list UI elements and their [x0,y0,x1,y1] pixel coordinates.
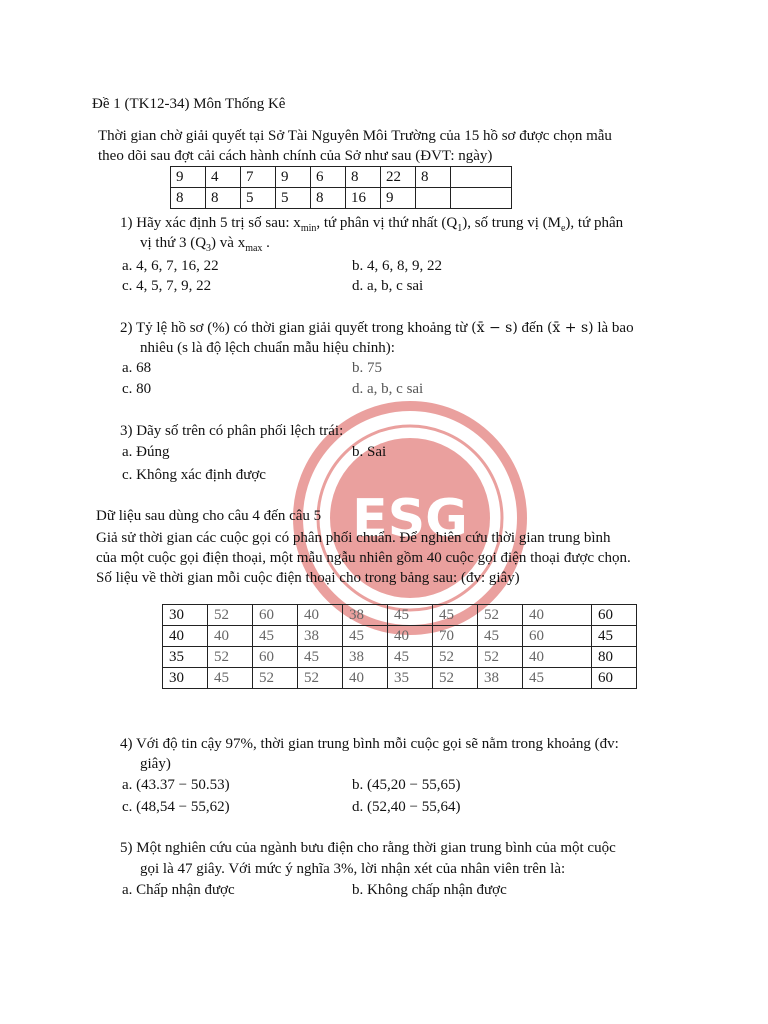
table-cell: 5 [241,188,276,209]
q3-option-a[interactable]: a. Đúng [122,444,170,460]
table-cell: 8 [206,188,241,209]
table-row [171,188,512,209]
table-cell: 52 [478,605,523,626]
intro-line-2: theo dõi sau đợt cải cách hành chính của Sở như sau (ĐVT: ngày) [98,148,493,164]
table-cell: 38 [298,626,343,647]
wait-time-table [170,166,512,209]
table-cell: 5 [276,188,311,209]
table-cell: 52 [478,647,523,668]
table-cell: 9 [381,188,416,209]
call-duration-table [162,604,637,689]
table-cell: 45 [298,647,343,668]
watermark-text: ESG [352,489,468,549]
table-cell: 45 [208,668,253,689]
table-cell: 8 [171,188,206,209]
table-row [163,605,637,626]
q5-option-a[interactable]: a. Chấp nhận được [122,882,235,898]
table-cell: 30 [163,668,208,689]
q1-option-d[interactable]: d. a, b, c sai [352,278,424,294]
table-cell: 45 [388,647,433,668]
table-cell: 45 [388,605,433,626]
q2-option-d[interactable]: d. a, b, c sai [352,381,424,397]
table-cell: 45 [592,626,637,647]
table-cell: 35 [388,668,433,689]
table-cell: 16 [346,188,381,209]
table-cell: 6 [311,167,346,188]
table-cell: 40 [388,626,433,647]
table-cell: 52 [253,668,298,689]
table-cell: 8 [311,188,346,209]
q1-text-line-1: 1) Hãy xác định 5 trị số sau: $x_{min}$, tứ phân vị thứ nhất $(Q_1)$, số trung vị $(M_e)$, tứ phân [120,215,624,234]
table-cell: 52 [433,647,478,668]
q1-option-a[interactable]: a. 4, 6, 7, 16, 22 [122,258,219,274]
table-cell: 40 [523,605,592,626]
q4-option-b[interactable]: b. (45,20 − 55,65) [352,777,461,793]
q4-text-line-2: giây) [140,756,171,772]
data-intro-line-2: của một cuộc gọi điện thoại, một mẫu ngẫu nhiên gồm 40 cuộc gọi điện thoại được chọn. [96,550,631,566]
table-cell: 70 [433,626,478,647]
table-cell: 60 [592,668,637,689]
page-title: Đề 1 (TK12-34) Môn Thống Kê [92,96,286,112]
table-row [171,167,512,188]
table-cell [416,188,451,209]
table-cell [451,167,512,188]
q3-option-c[interactable]: c. Không xác định được [122,467,266,483]
data-intro-line-1: Giả sử thời gian các cuộc gọi có phân phối chuẩn. Để nghiên cứu thời gian trung bình [96,530,611,546]
table-cell [451,188,512,209]
table-cell: 60 [523,626,592,647]
table-row [163,647,637,668]
q1-text-line-2: vị thứ 3 $(Q_3)$ và $x_{max}$ . [140,235,270,254]
q4-option-d[interactable]: d. (52,40 − 55,64) [352,799,461,815]
table-cell: 40 [298,605,343,626]
table-cell: 45 [343,626,388,647]
q3-option-b[interactable]: b. Sai [352,444,387,460]
q5-text-line-2: gọi là 47 giây. Với mức ý nghĩa 3%, lời nhận xét của nhân viên trên là: [140,861,566,877]
q5-text-line-1: 5) Một nghiên cứu của ngành bưu điện cho rằng thời gian trung bình của một cuộc [120,840,616,856]
table-cell: 40 [343,668,388,689]
table-cell: 45 [478,626,523,647]
data-intro-line-3: Số liệu về thời gian mỗi cuộc điện thoại cho trong bảng sau: (đv: giây) [96,570,520,586]
q1-option-c[interactable]: c. 4, 5, 7, 9, 22 [122,278,212,294]
table-cell: 9 [276,167,311,188]
table-cell: 8 [416,167,451,188]
table-cell: 40 [523,647,592,668]
table-cell: 80 [592,647,637,668]
table-cell: 4 [206,167,241,188]
table-cell: 35 [163,647,208,668]
table-cell: 60 [253,605,298,626]
table-cell: 52 [208,605,253,626]
q4-option-c[interactable]: c. (48,54 − 55,62) [122,799,230,815]
table-row [163,668,637,689]
table-cell: 45 [523,668,592,689]
q2-option-c[interactable]: c. 80 [122,381,152,397]
q4-text-line-1: 4) Với độ tin cậy 97%, thời gian trung bình mỗi cuộc gọi sẽ nằm trong khoảng (đv: [120,736,619,752]
q2-option-a[interactable]: a. 68 [122,360,152,376]
intro-line-1: Thời gian chờ giải quyết tại Sở Tài Nguyên Môi Trường của 15 hồ sơ được chọn mẫu [98,128,612,144]
q2-text-line-2: nhiêu (s là độ lệch chuẩn mẫu hiệu chỉnh): [140,340,395,356]
q4-option-a[interactable]: a. (43.37 − 50.53) [122,777,230,793]
table-cell: 38 [343,605,388,626]
table-cell: 60 [592,605,637,626]
table-cell: 40 [163,626,208,647]
table-cell: 52 [298,668,343,689]
table-cell: 9 [171,167,206,188]
table-cell: 52 [208,647,253,668]
q1-option-b[interactable]: b. 4, 6, 8, 9, 22 [352,258,442,274]
table-cell: 40 [208,626,253,647]
table-row [163,626,637,647]
table-cell: 52 [433,668,478,689]
q2-text-line-1: 2) Tỷ lệ hồ sơ (%) có thời gian giải quyết trong khoảng từ (x̄ − s) đến (x̄ + s) là bao [120,320,634,336]
table-cell: 30 [163,605,208,626]
q5-option-b[interactable]: b. Không chấp nhận được [352,882,507,898]
data-intro-heading: Dữ liệu sau dùng cho câu 4 đến câu 5 [96,508,322,524]
table-cell: 7 [241,167,276,188]
table-cell: 38 [343,647,388,668]
table-cell: 38 [478,668,523,689]
q2-option-b[interactable]: b. 75 [352,360,382,376]
table-cell: 8 [346,167,381,188]
table-cell: 45 [253,626,298,647]
table-cell: 45 [433,605,478,626]
table-cell: 60 [253,647,298,668]
q3-text: 3) Dãy số trên có phân phối lệch trái: [120,423,344,439]
table-cell: 22 [381,167,416,188]
